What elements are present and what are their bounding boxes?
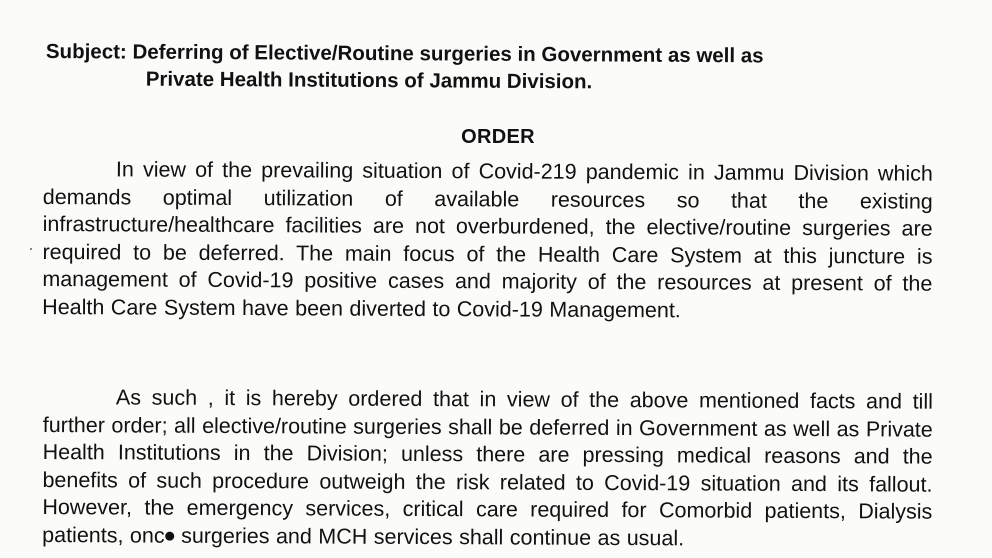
subject-heading	[46, 38, 926, 97]
subject-line-1: Subject: Deferring of Elective/Routine surgeries in Government as well as	[45, 39, 764, 68]
order-heading: ORDER	[461, 126, 535, 148]
paragraph-2-text-a: As such , it is hereby ordered that in view of the above mentioned facts and till further order; all elective/routine surgeries shall be deferred in Government as well as Private Health Institutions in the Division; unless there are pressing medical reasons and the benefits of such procedure outweigh the risk related to Covid-19 situation and its fallout. However, the emergency services, critical care required for Comorbid patients, Dialysis patients, onc	[42, 385, 933, 548]
margin-dot	[30, 248, 32, 250]
paragraph-1: In view of the prevailing situation of Covid-219 pandemic in Jammu Division which demands optimal utilization of available resources so that the existing infrastructure/healthcare facilities are not overburdened, the elective/routine surgeries are required to be deferred. The main focus of the Health Care System at this juncture is management of Covid-19 positive cases and majority of the resources at present of the Health Care System have been diverted to Covid-19 Management.	[42, 157, 933, 322]
subject-line-2: Private Health Institutions of Jammu Division.	[145, 67, 593, 94]
paragraph-2	[42, 384, 933, 554]
paragraph-2-text-b: surgeries and MCH services shall continue as usual.	[174, 523, 685, 550]
